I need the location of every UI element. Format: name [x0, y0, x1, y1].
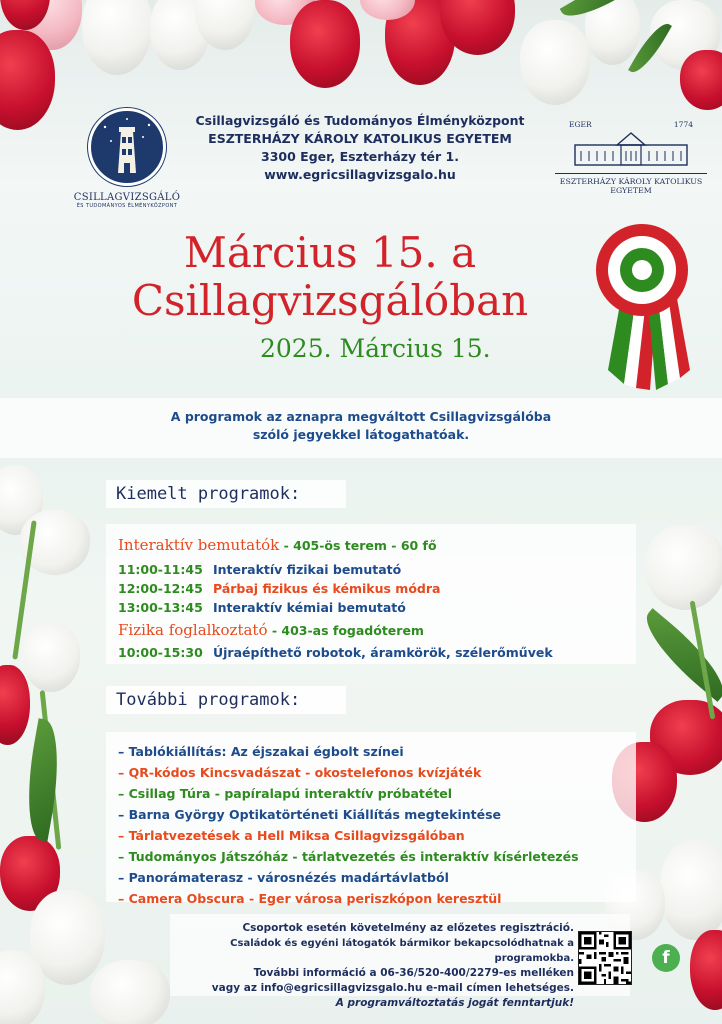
tulip-decoration — [22, 622, 80, 692]
tulip-decoration — [660, 840, 722, 940]
ticket-notice — [0, 408, 722, 444]
page-title-line-2: Csillagvizsgálóban — [131, 276, 529, 325]
qr-code-icon[interactable] — [578, 931, 632, 985]
interactive-demos-detail: - 405-ös terem - 60 fő — [279, 538, 437, 553]
program-title: Párbaj fizikus és kémikus módra — [213, 581, 441, 596]
footer-line-2: Családok és egyéni látogatók bármikor bekapcsolódhatnak a programokba. — [230, 938, 574, 964]
university-building-icon — [571, 129, 691, 167]
university-logo-year: 1774 — [673, 120, 693, 129]
tulip-decoration — [82, 0, 152, 75]
further-programs-heading: További programok: — [106, 686, 346, 714]
observatory-logo-name: CSILLAGVIZSGÁLÓ — [73, 192, 181, 203]
program-time: 11:00-11:45 — [118, 562, 203, 577]
physics-workshop-heading — [118, 621, 424, 639]
interactive-demos-title: Interaktív bemutatók — [118, 536, 280, 554]
program-title: Interaktív kémiai bemutató — [213, 600, 406, 615]
university-logo-city: EGER — [569, 120, 592, 129]
program-time: 10:00-15:30 — [118, 645, 203, 660]
physics-workshop-title: Fizika foglalkoztató — [118, 621, 268, 639]
event-date: 2025. Március 15. — [260, 334, 491, 363]
footer-line-5: A programváltoztatás jogát fenntartjuk! — [335, 997, 574, 1009]
footer-line-1: Csoportok esetén követelmény az előzetes regisztráció. — [242, 922, 574, 934]
observatory-logo-subtitle: ÉS TUDOMÁNYOS ÉLMÉNYKÖZPONT — [76, 203, 178, 209]
tulip-decoration — [680, 50, 722, 110]
program-time: 12:00-12:45 — [118, 581, 203, 596]
tulip-decoration — [520, 20, 590, 105]
list-item: – Tárlatvezetések a Hell Miksa Csillagvizsgálóban — [118, 828, 465, 843]
header-line-1: Csillagvizsgáló és Tudományos Élményközpont — [195, 113, 525, 128]
tulip-decoration — [290, 0, 360, 88]
tulip-decoration — [690, 930, 722, 1010]
footer-line-3: További információ a 06-36/520-400/2279-es melléken — [253, 967, 574, 979]
interactive-demos-heading — [118, 536, 437, 554]
highlighted-programs-heading: Kiemelt programok: — [106, 480, 346, 508]
observatory-logo — [72, 108, 182, 209]
leaf-decoration — [18, 718, 68, 841]
physics-workshop-detail: - 403-as fogadóterem — [267, 623, 424, 638]
list-item: – Tudományos Játszóház - tárlatvezetés és interaktív kísérletezés — [118, 849, 579, 864]
institution-header — [180, 112, 540, 184]
header-line-2: ESZTERHÁZY KÁROLY KATOLIKUS EGYETEM — [208, 131, 512, 146]
list-item: – Tablókiállítás: Az éjszakai égbolt színei — [118, 744, 404, 759]
tulip-decoration — [0, 665, 30, 745]
list-item: – Csillag Túra - papíralapú interaktív próbatétel — [118, 786, 453, 801]
header-address: 3300 Eger, Eszterházy tér 1. — [261, 149, 459, 164]
tulip-decoration — [645, 525, 722, 610]
facebook-icon[interactable]: f — [652, 944, 680, 972]
program-time: 13:00-13:45 — [118, 600, 203, 615]
page-title-line-1: Március 15. a — [183, 228, 477, 277]
observatory-tower-icon — [88, 108, 166, 186]
tulip-decoration — [0, 30, 55, 130]
header-website[interactable]: www.egricsillagvizsgalo.hu — [264, 167, 456, 182]
university-logo — [555, 120, 707, 195]
program-title: Interaktív fizikai bemutató — [213, 562, 402, 577]
list-item: – Panorámaterasz - városnézés madártávlatból — [118, 870, 449, 885]
list-item: – QR-kódos Kincsvadászat - okostelefonos kvízjáték — [118, 765, 482, 780]
university-logo-name: ESZTERHÁZY KÁROLY KATOLIKUS EGYETEM — [555, 173, 707, 195]
list-item: – Barna György Optikatörténeti Kiállítás megtekintése — [118, 807, 502, 822]
ticket-notice-line-1: A programok az aznapra megváltott Csillagvizsgálóba — [170, 409, 552, 424]
list-item: – Camera Obscura - Eger városa periszkópon keresztül — [118, 891, 502, 906]
program-title: Újraépíthető robotok, áramkörök, szélerőművek — [213, 645, 553, 660]
footer-info — [182, 921, 574, 1011]
ticket-notice-line-2: szóló jegyekkel látogathatóak. — [252, 427, 470, 442]
cockade-icon — [594, 222, 690, 392]
tulip-decoration — [90, 960, 170, 1024]
footer-email[interactable]: vagy az info@egricsillagvizsgalo.hu e-mail címen lehetséges. — [211, 982, 574, 994]
